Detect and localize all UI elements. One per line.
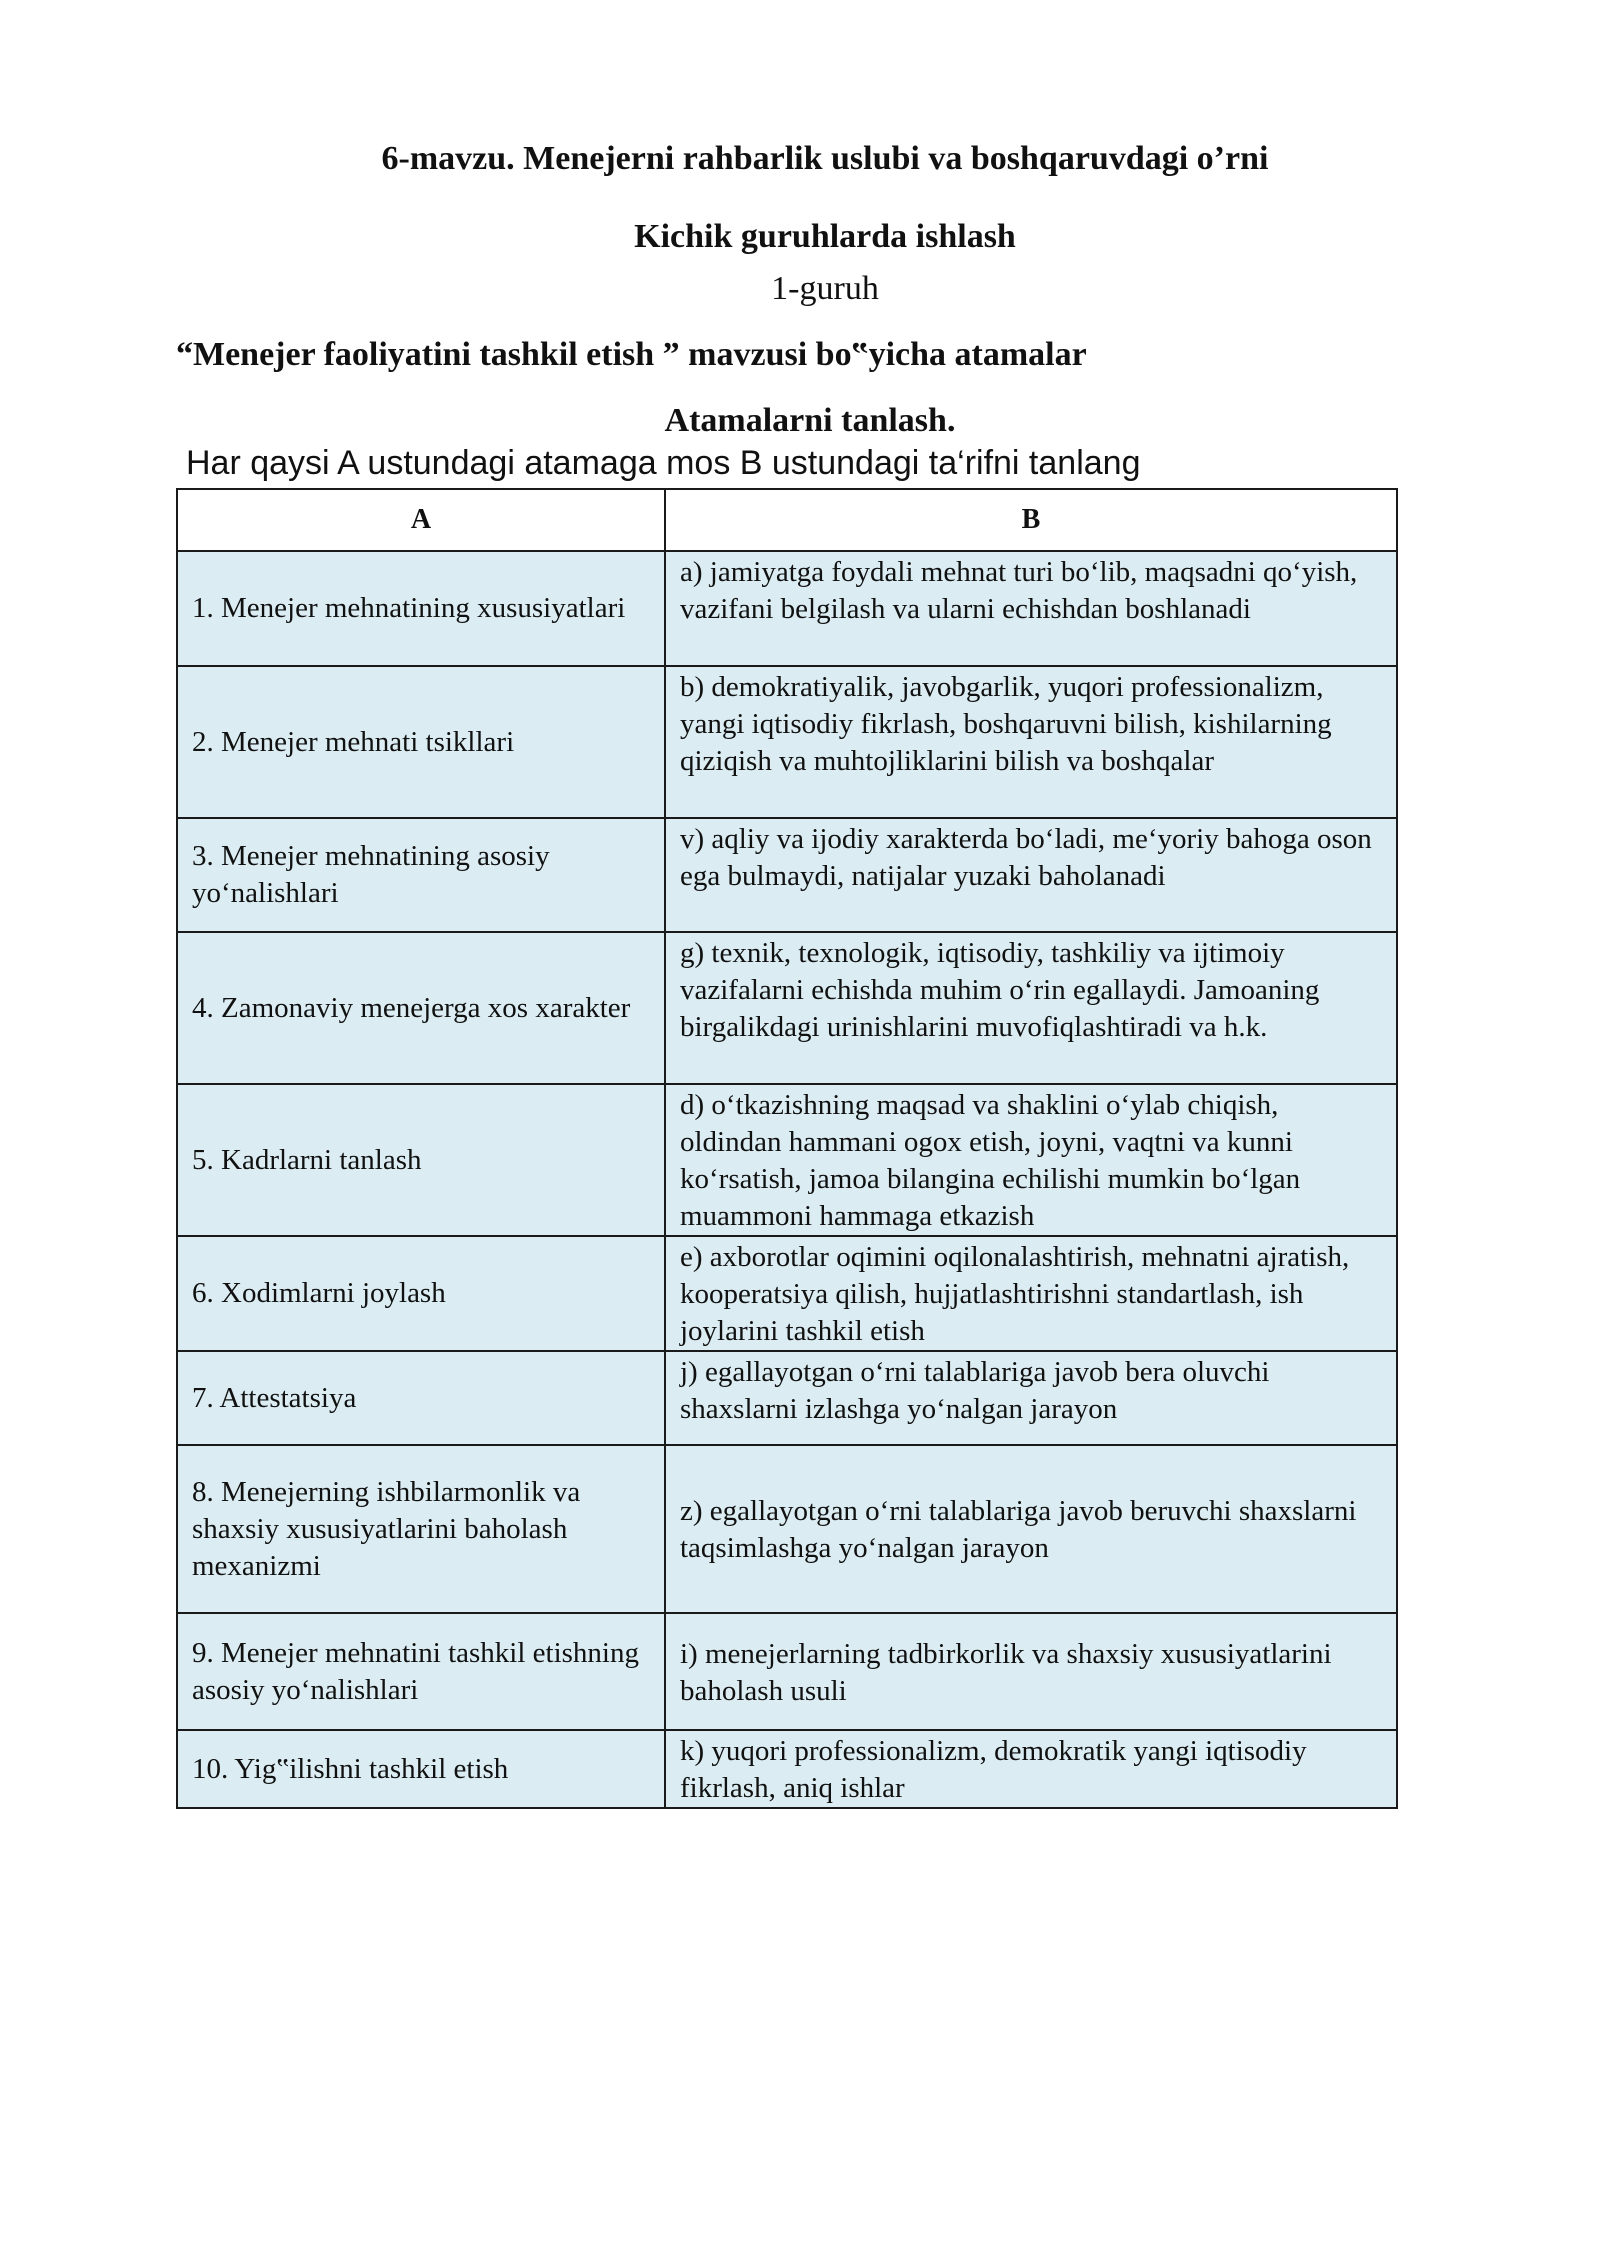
term-cell: 7. Attestatsiya [177, 1351, 665, 1445]
definition-cell: i) menejerlarning tadbirkorlik va shaxsiy xususiyatlarini baholash usuli [665, 1613, 1397, 1730]
term-cell: 6. Xodimlarni joylash [177, 1236, 665, 1351]
term-cell: 9. Menejer mehnatini tashkil etishning asosiy yo‘nalishlari [177, 1613, 665, 1730]
term-cell: 3. Menejer mehnatining asosiy yo‘nalishlari [177, 818, 665, 932]
term-cell: 4. Zamonaviy menejerga xos xarakter [177, 932, 665, 1084]
page-title: 6-mavzu. Menejerni rahbarlik uslubi va boshqaruvdagi o’rni [381, 140, 1269, 177]
table-row [177, 666, 1397, 818]
definition-cell: z) egallayotgan o‘rni talablariga javob beruvchi shaxslarni taqsimlashga yo‘nalgan jarayon [665, 1445, 1397, 1613]
definition-cell: a) jamiyatga foydali mehnat turi bo‘lib, maqsadni qo‘yish, vazifani belgilash va ularni echishdan boshlanadi [665, 551, 1397, 666]
instruction-text: Har qaysi A ustundagi atamaga mos B ustundagi ta‘rifni tanlang [186, 444, 1141, 482]
definition-cell: d) o‘tkazishning maqsad va shaklini o‘ylab chiqish, oldindan hammani ogox etish, joyni, vaqtni va kunni ko‘rsatish, jamoa bilangina echilishi mumkin bo‘lgan muammoni hammaga etkazish [665, 1084, 1397, 1236]
column-header-b: B [665, 489, 1397, 551]
table-row [177, 1445, 1397, 1613]
definition-cell: j) egallayotgan o‘rni talablariga javob bera oluvchi shaxslarni izlashga yo‘nalgan jarayon [665, 1351, 1397, 1445]
term-cell: 1. Menejer mehnatining xususiyatlari [177, 551, 665, 666]
topic-heading: “Menejer faoliyatini tashkil etish ” mavzusi bo‟yicha atamalar [176, 336, 1087, 373]
term-cell: 5. Kadrlarni tanlash [177, 1084, 665, 1236]
definition-cell: e) axborotlar oqimini oqilonalashtirish, mehnatni ajratish, kooperatsiya qilish, hujjatlashtirishni standartlash, ish joylarini tashkil etish [665, 1236, 1397, 1351]
table-row [177, 932, 1397, 1084]
table-row [177, 1351, 1397, 1445]
definition-cell: g) texnik, texnologik, iqtisodiy, tashkiliy va ijtimoiy vazifalarni echishda muhim o‘rin egallaydi. Jamoaning birgalikdagi urinishlarini muvofiqlashtiradi va h.k. [665, 932, 1397, 1084]
terms-table [176, 488, 1398, 1809]
page-subtitle: Kichik guruhlarda ishlash [634, 218, 1016, 255]
table-row [177, 1236, 1397, 1351]
group-label: 1-guruh [771, 270, 879, 307]
definition-cell: k) yuqori professionalizm, demokratik yangi iqtisodiy fikrlash, aniq ishlar [665, 1730, 1397, 1808]
table-row [177, 1613, 1397, 1730]
term-cell: 2. Menejer mehnati tsikllari [177, 666, 665, 818]
table-header-row [177, 489, 1397, 551]
column-header-a: A [177, 489, 665, 551]
table-row [177, 551, 1397, 666]
definition-cell: b) demokratiyalik, javobgarlik, yuqori professionalizm, yangi iqtisodiy fikrlash, boshqaruvni bilish, kishilarning qiziqish va muhtojliklarini bilish va boshqalar [665, 666, 1397, 818]
table-row [177, 1084, 1397, 1236]
table-row [177, 1730, 1397, 1808]
term-cell: 10. Yig‟ilishni tashkil etish [177, 1730, 665, 1808]
definition-cell: v) aqliy va ijodiy xarakterda bo‘ladi, me‘yoriy bahoga oson ega bulmaydi, natijalar yuzaki baholanadi [665, 818, 1397, 932]
section-title: Atamalarni tanlash. [664, 402, 956, 439]
term-cell: 8. Menejerning ishbilarmonlik va shaxsiy xususiyatlarini baholash mexanizmi [177, 1445, 665, 1613]
table-row [177, 818, 1397, 932]
